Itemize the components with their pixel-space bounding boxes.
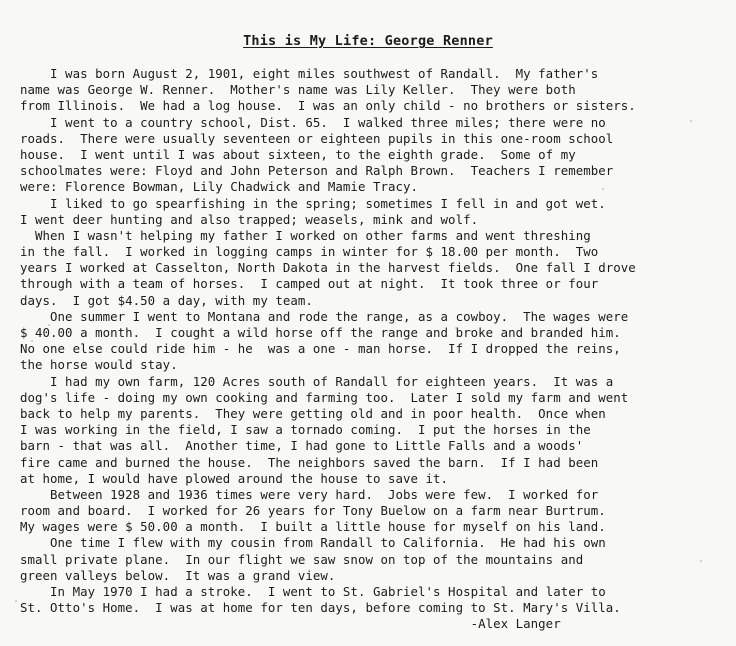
text-line: green valleys below. It was a grand view.	[20, 567, 336, 583]
copy-speck	[15, 600, 17, 602]
copy-speck	[588, 171, 590, 173]
text-line: fire came and burned the house. The neighbors saved the barn. If I had been	[20, 454, 599, 470]
text-line: One summer I went to Montana and rode the range, as a cowboy. The wages were	[20, 308, 629, 324]
copy-speck	[455, 327, 457, 329]
copy-speck	[700, 560, 702, 562]
copy-speck	[31, 340, 33, 342]
text-line: years I worked at Casselton, North Dakota in the harvest fields. One fall I drove	[20, 260, 636, 276]
text-line: small private plane. In our flight we saw snow on top of the mountains and	[20, 551, 584, 567]
text-line: back to help my parents. They were getting old and in poor health. Once when	[20, 405, 606, 421]
text-line: at home, I would have plowed around the house to save it.	[20, 470, 449, 486]
text-line: I went to a country school, Dist. 65. I walked three miles; there were no	[20, 114, 606, 130]
text-line: from Illinois. We had a log house. I was an only child - no brothers or sisters.	[20, 98, 636, 114]
text-line: I had my own farm, 120 Acres south of Randall for eighteen years. It was a	[20, 373, 614, 389]
text-line: Between 1928 and 1936 times were very hard. Jobs were few. I worked for	[20, 486, 599, 502]
text-line: My wages were $ 50.00 a month. I built a little house for myself on his land.	[20, 519, 606, 535]
text-line: barn - that was all. Another time, I had gone to Little Falls and a woods'	[20, 438, 584, 454]
text-line: name was George W. Renner. Mother's name was Lily Keller. They were both	[20, 82, 576, 98]
text-line: roads. There were usually seventeen or eighteen pupils in this one-room school	[20, 130, 614, 146]
text-line: No one else could ride him - he was a one - man horse. If I dropped the reins,	[20, 341, 621, 357]
text-line: St. Otto's Home. I was at home for ten days, before coming to St. Mary's Villa.	[20, 600, 621, 616]
text-line: I went deer hunting and also trapped; weasels, mink and wolf.	[20, 211, 479, 227]
text-line: days. I got $4.50 a day, with my team.	[20, 292, 313, 308]
text-line: in the fall. I worked in logging camps in winter for $ 18.00 per month. Two	[20, 244, 599, 260]
text-line: room and board. I worked for 26 years for Tony Buelow on a farm near Burtrum.	[20, 503, 606, 519]
text-line: through with a team of horses. I camped out at night. It took three or four	[20, 276, 599, 292]
text-line: I was born August 2, 1901, eight miles southwest of Randall. My father's	[20, 66, 599, 81]
copy-speck	[22, 330, 24, 332]
text-line: I liked to go spearfishing in the spring; sometimes I fell in and got wet.	[20, 195, 606, 211]
document-body	[20, 66, 720, 633]
copy-speck	[602, 188, 604, 190]
copy-speck	[48, 324, 50, 326]
text-line: $ 40.00 a month. I cought a wild horse off the range and broke and branded him.	[20, 325, 621, 340]
text-line: were: Florence Bowman, Lily Chadwick and Mamie Tracy.	[20, 179, 419, 195]
document-title: This is My Life: George Renner	[243, 33, 493, 49]
text-line: house. I went until I was about sixteen, to the eighth grade. Some of my	[20, 146, 576, 162]
text-line: the horse would stay.	[20, 357, 178, 373]
author-signature-line: -Alex Langer	[20, 616, 561, 632]
text-line: I was working in the field, I saw a tornado coming. I put the horses in the	[20, 422, 591, 438]
text-line: One time I flew with my cousin from Randall to California. He had his own	[20, 535, 606, 551]
text-line: When I wasn't helping my father I worked on other farms and went threshing	[20, 227, 591, 243]
text-line: dog's life - doing my own cooking and farming too. Later I sold my farm and went	[20, 389, 629, 405]
text-line: In May 1970 I had a stroke. I went to St. Gabriel's Hospital and later to	[20, 584, 606, 599]
text-line: schoolmates were: Floyd and John Peterson and Ralph Brown. Teachers I remember	[20, 163, 614, 179]
copy-speck	[690, 120, 692, 122]
copy-speck	[470, 330, 472, 332]
